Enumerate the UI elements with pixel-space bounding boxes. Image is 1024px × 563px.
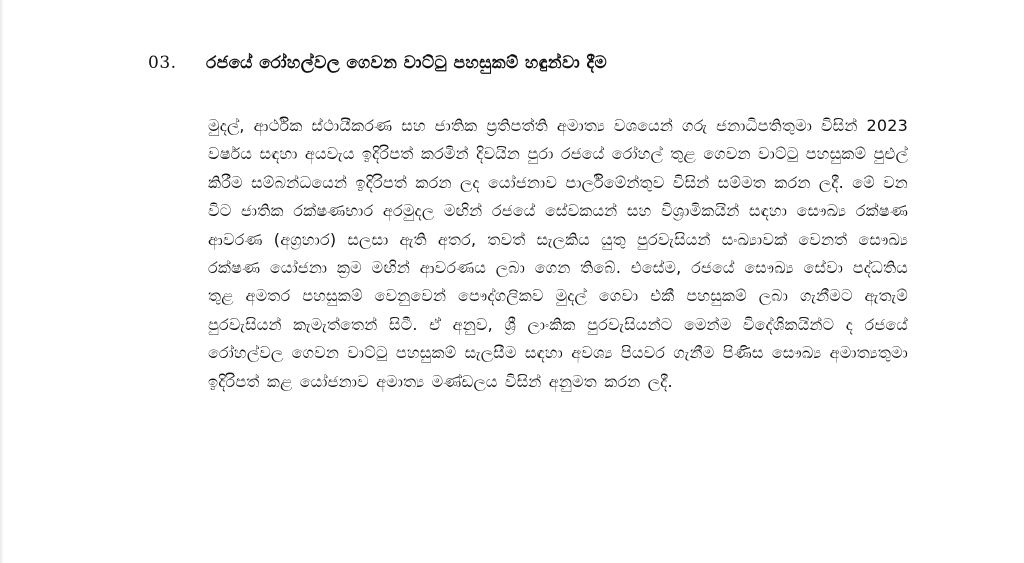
scan-edge-shadow	[0, 0, 4, 563]
body-paragraph: මුදල්, ආර්ථික ස්ථායීකරණ සහ ජාතික ප්‍රතිපත්ති අමාත්‍ය වශයෙන් ගරු ජනාධිපතිතුමා විසින් 2023 වර්ෂය සඳහා අයවැය ඉදිරිපත් කරමින් දිවයින පුරා රජයේ රෝහල් තුළ ගෙවන වාට්ටු පහසුකම් පුළුල් කිරීම සම්බන්ධයෙන් ඉදිරිපත් කරන ලද යෝජනාව පාර්ලිමේන්තුව විසින් සම්මත කරන ලදී. මේ වන විට ජාතික රක්ෂණභාර අරමුදල මඟින් රජයේ සේවකයන් සහ විශ්‍රාමිකයින් සඳහා සෞඛ්‍ය රක්ෂණ ආවරණ (අග්‍රහාර) සලසා ඇති අතර, තවත් සැලකිය යුතු පුරවැසියන් සංඛ්‍යාවක් වෙනත් සෞඛ්‍ය රක්ෂණ යෝජනා ක්‍රම මඟින් ආවරණය ලබා ගෙන තිබේ. එසේම, රජයේ සෞඛ්‍ය සේවා පද්ධතිය තුළ අමතර පහසුකම් වෙනුවෙන් පෞද්ගලිකව මුදල් ගෙවා එකී පහසුකම් ලබා ගැනීමට ඇතැම් පුරවැසියන් කැමැත්තෙන් සිටී. ඒ අනුව, ශ්‍රී ලාංකික පුරවැසියන්ට මෙන්ම විදේශිකයින්ට ද රජයේ රෝහල්වල ගෙවන වාට්ටු පහසුකම් සැලසීම සඳහා අවශ්‍ය පියවර ගැනීම පිණිස සෞඛ්‍ය අමාත්‍යතුමා ඉදිරිපත් කළ යෝජනාව අමාත්‍ය මණ්ඩලය විසින් අනුමත කරන ලදී.	[208, 116, 908, 391]
section-number: 03.	[148, 53, 177, 73]
section-heading	[148, 46, 908, 80]
section-title: රජයේ රෝහල්වල ගෙවන වාට්ටු පහසුකම් හඳුන්වා දීම	[206, 53, 608, 73]
